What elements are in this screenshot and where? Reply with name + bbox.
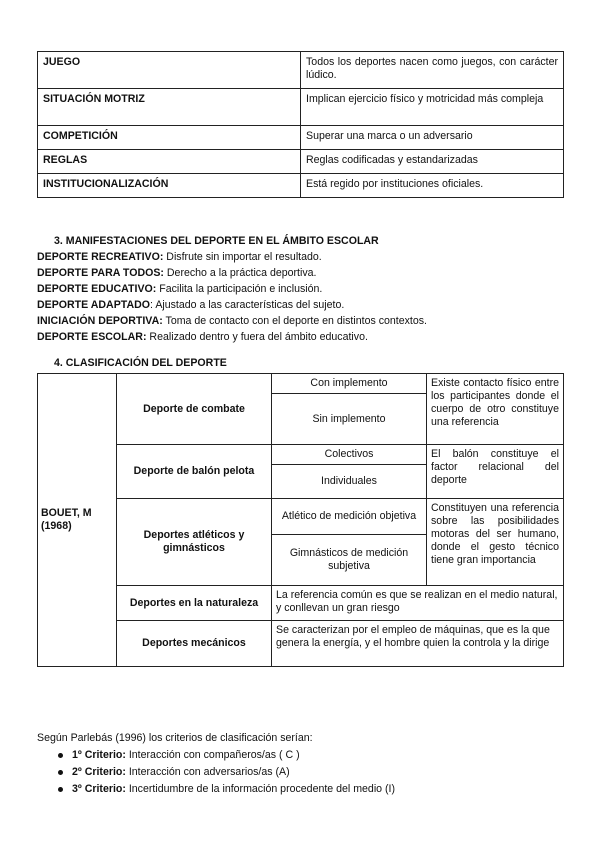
sport-classification-table (37, 373, 564, 667)
item-label: DEPORTE ADAPTADO (37, 299, 151, 311)
criteria-list (37, 747, 577, 798)
criterion-text: Interacción con adversarios/as (A) (125, 766, 290, 778)
criterion-text: Incertidumbre de la información procedente del medio (I) (125, 783, 396, 795)
item-text: Disfrute sin importar el resultado. (163, 251, 322, 263)
category-cell: Deportes atléticos y gimnásticos (117, 499, 272, 586)
category-cell: Deporte de combate (117, 374, 272, 445)
row-value: Superar una marca o un adversario (301, 126, 564, 150)
list-item (37, 249, 577, 265)
row-key: SITUACIÓN MOTRIZ (38, 89, 301, 126)
item-label: DEPORTE EDUCATIVO: (37, 283, 157, 295)
item-text: Realizado dentro y fuera del ámbito educativo. (146, 331, 368, 343)
criterion-text: Interacción con compañeros/as ( C ) (125, 749, 300, 761)
list-item (37, 329, 577, 345)
row-value: Está regido por instituciones oficiales. (301, 174, 564, 198)
subcategory-cell: Colectivos (272, 445, 427, 465)
subcategory-cell: Atlético de medición objetiva (272, 499, 427, 535)
category-cell: Deportes mecánicos (117, 621, 272, 667)
section-manifestaciones (37, 233, 577, 345)
list-item (72, 764, 577, 781)
table-row (38, 499, 564, 535)
item-label: INICIACIÓN DEPORTIVA: (37, 315, 163, 327)
subcategory-cell: Individuales (272, 465, 427, 499)
list-item (72, 747, 577, 764)
table-row (38, 52, 564, 89)
table-row (38, 150, 564, 174)
item-text: Derecho a la práctica deportiva. (163, 267, 317, 279)
description-cell: Constituyen una referencia sobre las posibilidades motoras del ser humano, donde el gesto técnico tiene gran importancia (427, 499, 564, 586)
list-item (37, 281, 577, 297)
row-key: JUEGO (38, 52, 301, 89)
row-value: Todos los deportes nacen como juegos, con carácter lúdico. (301, 52, 564, 89)
criterion-label: 2º Criterio: (72, 766, 126, 778)
item-text: : Ajustado a las características del sujeto. (150, 299, 345, 311)
parlebas-criteria (37, 730, 577, 798)
item-label: DEPORTE PARA TODOS: (37, 267, 164, 279)
list-item (37, 313, 577, 329)
subcategory-cell: Gimnásticos de medición subjetiva (272, 535, 427, 586)
description-cell: Se caracterizan por el empleo de máquinas, que es la que genera la energía, y el hombre quien la controla y la dirige (272, 621, 564, 667)
item-text: Toma de contacto con el deporte en distintos contextos. (162, 315, 427, 327)
table-row (38, 445, 564, 465)
row-value: Implican ejercicio físico y motricidad más compleja (301, 89, 564, 126)
category-cell: Deportes en la naturaleza (117, 586, 272, 621)
criteria-intro: Según Parlebás (1996) los criterios de clasificación serían: (37, 732, 313, 744)
row-key: REGLAS (38, 150, 301, 174)
description-cell: El balón constituye el factor relacional del deporte (427, 445, 564, 499)
section-heading: 4. CLASIFICACIÓN DEL DEPORTE (54, 357, 227, 369)
category-cell: Deporte de balón pelota (117, 445, 272, 499)
bullet-icon (58, 753, 63, 758)
description-cell: Existe contacto físico entre los participantes donde el cuerpo de otro constituye una referencia (427, 374, 564, 445)
list-item (37, 297, 577, 313)
list-item (37, 265, 577, 281)
bullet-icon (58, 770, 63, 775)
description-cell: La referencia común es que se realizan en el medio natural, y conllevan un gran riesgo (272, 586, 564, 621)
sport-characteristics-table (37, 51, 564, 198)
table-row (38, 374, 564, 394)
table-row (38, 586, 564, 621)
subcategory-cell: Sin implemento (272, 394, 427, 445)
author-cell: BOUET, M (1968) (38, 374, 117, 667)
table-row (38, 174, 564, 198)
section-heading: 3. MANIFESTACIONES DEL DEPORTE EN EL ÁMBITO ESCOLAR (54, 235, 379, 247)
table-row (38, 126, 564, 150)
criterion-label: 3º Criterio: (72, 783, 126, 795)
table-row (38, 621, 564, 667)
bullet-icon (58, 787, 63, 792)
list-item (72, 781, 577, 798)
table-row (38, 89, 564, 126)
item-label: DEPORTE ESCOLAR: (37, 331, 147, 343)
subcategory-cell: Con implemento (272, 374, 427, 394)
item-text: Facilita la participación e inclusión. (156, 283, 323, 295)
item-label: DEPORTE RECREATIVO: (37, 251, 164, 263)
criterion-label: 1º Criterio: (72, 749, 126, 761)
row-key: INSTITUCIONALIZACIÓN (38, 174, 301, 198)
row-key: COMPETICIÓN (38, 126, 301, 150)
row-value: Reglas codificadas y estandarizadas (301, 150, 564, 174)
